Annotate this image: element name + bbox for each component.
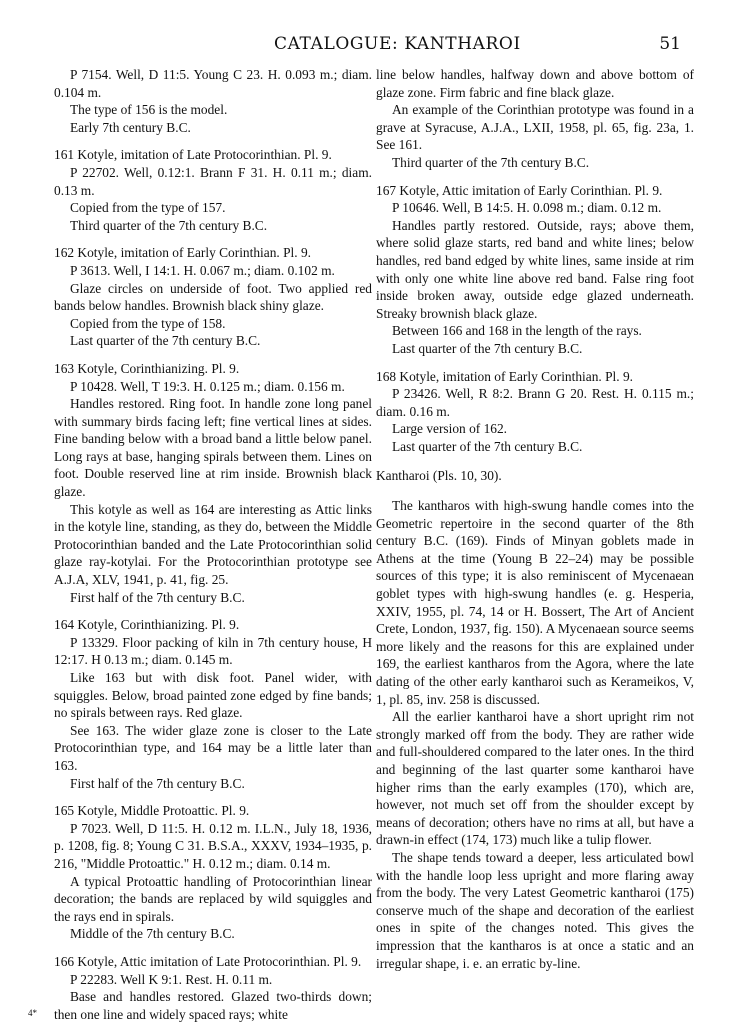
entry-paragraph: P 10646. Well, B 14:5. H. 0.098 m.; diam. 0.12 m. — [392, 200, 662, 216]
catalogue-entry — [376, 182, 694, 358]
catalogue-entry — [54, 953, 372, 1023]
entry-paragraph: All the earlier kantharoi have a short upright rim not strongly marked off from the body. They are rather wide and full-shouldered compared to the later ones. In the third and beginning of the last quarter some kantharoi have higher rims than the early examples (170), which are, however, not much set off from the shoulder except by means of decoration; others have no rims at all, but have a drawn-in effect (174, 173) much like a tulip flower. — [376, 709, 694, 848]
entry-paragraph: Base and handles restored. Glazed two-thirds down; then one line and widely spaced rays; white — [54, 989, 372, 1022]
entry-paragraph: P 13329. Floor packing of kiln in 7th century house, H 12:17. H 0.13 m.; diam. 0.145 m. — [54, 634, 372, 668]
entry-paragraph: 162 Kotyle, imitation of Early Corinthian. Pl. 9. — [54, 245, 311, 261]
entry-paragraph: First half of the 7th century B.C. — [70, 775, 245, 791]
entry-paragraph: 163 Kotyle, Corinthianizing. Pl. 9. — [54, 360, 240, 376]
entry-paragraph: The kantharos with high-swung handle comes into the Geometric repertoire in the second quarter of the 8th century B.C. (169). Finds of Minyan goblets made in Athens at the time (Young B 22–24) may be possible sources of this type; it is also reminiscent of Mycenaean goblet types with high-swung handles (e. g. Hesperia, XXIV, 1955, pl. 74, 14 or H. Bossert, The Art of Ancient Crete, London, 1937, fig. 150). A Mycenaean source seems more likely and the reasons for this are explained under 169, the earliest kantharos from the Agora, where the late dating of the other early kantharoi such as Kerameikos, V, 1, pl. 85, inv. 258 is discussed. — [376, 498, 694, 707]
page-header — [80, 34, 681, 56]
entry-paragraph: Middle of the 7th century B.C. — [70, 926, 235, 942]
signature-mark: 4* — [28, 1008, 37, 1018]
entry-paragraph: Last quarter of the 7th century B.C. — [70, 333, 261, 349]
entry-paragraph: P 22283. Well K 9:1. Rest. H. 0.11 m. — [70, 971, 273, 987]
entry-paragraph: 165 Kotyle, Middle Protoattic. Pl. 9. — [54, 803, 250, 819]
entry-paragraph: 161 Kotyle, imitation of Late Protocorinthian. Pl. 9. — [54, 147, 332, 163]
entry-paragraph: Copied from the type of 158. — [70, 315, 226, 331]
catalogue-entry — [376, 66, 694, 172]
entry-paragraph: See 163. The wider glaze zone is closer to the Late Protocorinthian type, and 164 may be a little later than 163. — [54, 722, 372, 773]
entry-paragraph: Large version of 162. — [392, 421, 508, 437]
catalogue-entry — [54, 616, 372, 792]
catalogue-entry — [54, 802, 372, 943]
catalogue-entry — [376, 497, 694, 972]
entry-paragraph: A typical Protoattic handling of Protocorinthian linear decoration; the bands are replaced by wild squiggles and the rays end in spirals. — [54, 873, 372, 924]
entry-paragraph: Third quarter of the 7th century B.C. — [392, 154, 590, 170]
entry-paragraph: P 10428. Well, T 19:3. H. 0.125 m.; diam. 0.156 m. — [70, 378, 345, 394]
entry-paragraph: 166 Kotyle, Attic imitation of Late Protocorinthian. Pl. 9. — [54, 953, 362, 969]
left-column — [54, 66, 372, 1033]
entry-paragraph: P 23426. Well, R 8:2. Brann G 20. Rest. H. 0.115 m.; diam. 0.16 m. — [376, 386, 694, 419]
entry-paragraph: 168 Kotyle, imitation of Early Corinthian. Pl. 9. — [376, 368, 633, 384]
entry-paragraph: Handles restored. Ring foot. In handle zone long panel with summary birds facing left; fine vertical lines at sides. Fine banding below with a broad band a little below panel. Long rays at base, hanging spirals between them. Lines on foot. Double reserved line at rim inside. Brownish black glaze. — [54, 396, 372, 500]
section-heading: Kantharoi (Pls. 10, 30). — [376, 468, 502, 484]
right-column — [376, 66, 694, 982]
entry-paragraph: P 22702. Well, 0.12:1. Brann F 31. H. 0.11 m.; diam. 0.13 m. — [54, 164, 372, 198]
entry-paragraph: Early 7th century B.C. — [70, 119, 191, 135]
entry-paragraph: Glaze circles on underside of foot. Two applied red bands below handles. Brownish black shiny glaze. — [54, 280, 372, 314]
entry-paragraph: P 7154. Well, D 11:5. Young C 23. H. 0.093 m.; diam. 0.104 m. — [54, 67, 372, 100]
catalogue-entry — [54, 146, 372, 234]
catalogue-entry — [376, 467, 694, 485]
entry-paragraph: Last quarter of the 7th century B.C. — [392, 340, 583, 356]
entry-paragraph: 167 Kotyle, Attic imitation of Early Corinthian. Pl. 9. — [376, 182, 663, 198]
entry-paragraph: The shape tends toward a deeper, less articulated bowl with the handle loop less upright and more flaring away from the body. The very Latest Geometric kantharoi (175) conserve much of the shape and decoration of the earliest ones in spite of the changes noted. This gives the impression that the kantharos is at once a static and an irregular shape, i. e. an erratic by-line. — [376, 849, 694, 971]
entry-paragraph: Third quarter of the 7th century B.C. — [70, 217, 268, 233]
page-number: 51 — [659, 34, 681, 54]
entry-paragraph: Between 166 and 168 in the length of the rays. — [392, 323, 642, 339]
entry-paragraph: line below handles, halfway down and above bottom of glaze zone. Firm fabric and fine black glaze. — [376, 67, 694, 100]
entry-paragraph: The type of 156 is the model. — [70, 102, 228, 118]
catalogue-entry — [54, 66, 372, 136]
catalogue-entry — [54, 360, 372, 606]
entry-paragraph: First half of the 7th century B.C. — [70, 589, 245, 605]
catalogue-entry — [54, 244, 372, 350]
entry-paragraph: 164 Kotyle, Corinthianizing. Pl. 9. — [54, 617, 240, 633]
entry-paragraph: Handles partly restored. Outside, rays; above them, where solid glaze starts, red band and white lines; below handles, red band edged by white lines, same inside at rim with only one white line above red band. False ring foot inside broken away, outside edge glazed underneath. Streaky brownish black glaze. — [376, 217, 694, 321]
entry-paragraph: This kotyle as well as 164 are interesting as Attic links in the kotyle line, standing, as they do, between the Middle Protocorinthian banded and the Late Protocorinthian solid glaze ray-kotylai. For the Protocorinthian prototype see A.J.A, XLV, 1941, p. 41, fig. 25. — [54, 501, 372, 588]
running-title: CATALOGUE: KANTHAROI — [274, 34, 521, 54]
entry-paragraph: P 3613. Well, I 14:1. H. 0.067 m.; diam. 0.102 m. — [70, 262, 335, 278]
entry-paragraph: An example of the Corinthian prototype was found in a grave at Syracuse, A.J.A., LXII, 1958, pl. 65, fig. 23a, 1. See 161. — [376, 102, 694, 153]
entry-paragraph: P 7023. Well, D 11:5. H. 0.12 m. I.L.N., July 18, 1936, p. 1208, fig. 8; Young C 31. B.S.A., XXXV, 1934–1935, p. 216, "Middle Protoattic." H. 0.12 m.; diam. 0.14 m. — [54, 820, 372, 871]
entry-paragraph: Last quarter of the 7th century B.C. — [392, 438, 583, 454]
entry-paragraph: Copied from the type of 157. — [70, 200, 226, 216]
entry-paragraph: Like 163 but with disk foot. Panel wider, with squiggles. Below, broad painted zone edged by fine bands; no spirals between rays. Red glaze. — [54, 670, 372, 721]
catalogue-entry — [376, 368, 694, 456]
